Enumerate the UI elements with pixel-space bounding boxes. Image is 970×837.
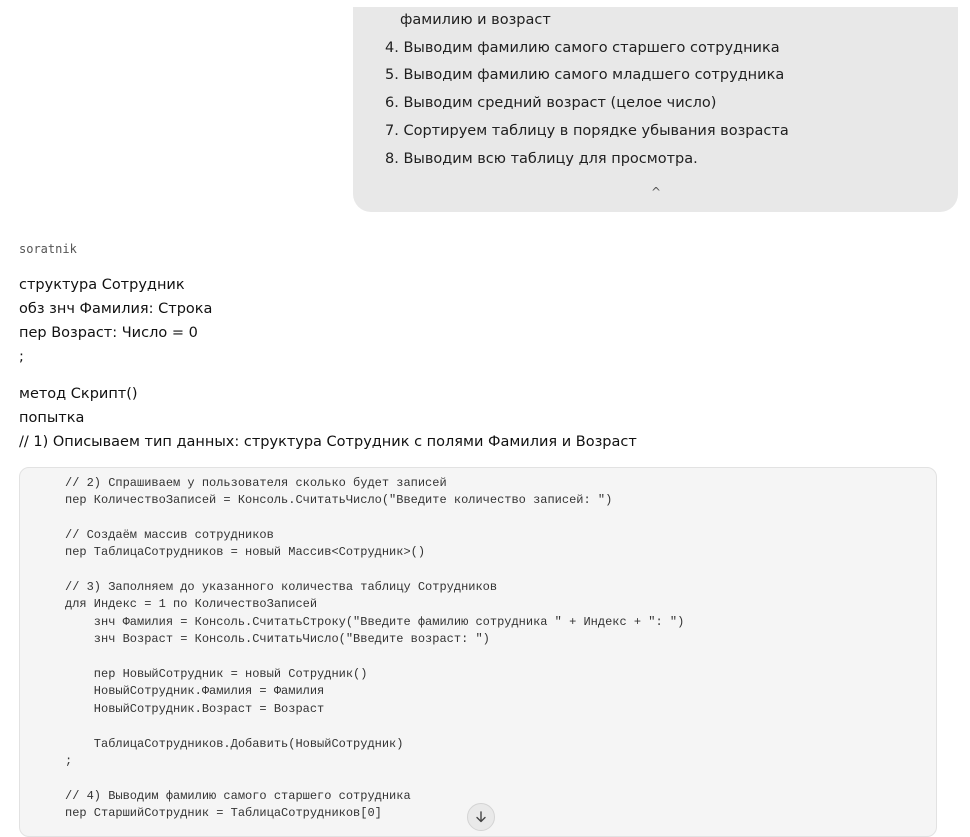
reply-text-line: пер Возраст: Число = 0 — [19, 325, 198, 341]
code-line: ; — [65, 754, 73, 768]
arrow-down-icon — [475, 811, 487, 823]
code-line: пер НовыйСотрудник = новый Сотрудник() — [65, 667, 368, 681]
code-line: // 2) Спрашиваем у пользователя сколько будет записей — [65, 476, 447, 490]
code-line: НовыйСотрудник.Фамилия = Фамилия — [65, 684, 325, 698]
scroll-to-bottom-button[interactable] — [467, 803, 495, 831]
task-line: 7. Сортируем таблицу в порядке убывания возраста — [385, 123, 789, 139]
task-line: фамилию и возраст — [400, 12, 551, 28]
task-line: 6. Выводим средний возраст (целое число) — [385, 95, 717, 111]
code-line: // Создаём массив сотрудников — [65, 528, 274, 542]
code-line: НовыйСотрудник.Возраст = Возраст — [65, 702, 325, 716]
user-message-bubble — [353, 7, 958, 212]
reply-text-line: структура Сотрудник — [19, 277, 185, 293]
task-line: 5. Выводим фамилию самого младшего сотрудника — [385, 67, 785, 83]
code-line: пер ТаблицаСотрудников = новый Массив<Сотрудник>() — [65, 545, 426, 559]
code-line: для Индекс = 1 по КоличествоЗаписей — [65, 597, 318, 611]
code-line: // 3) Заполняем до указанного количества таблицу Сотрудников — [65, 580, 498, 594]
code-line: знч Возраст = Консоль.СчитатьЧисло("Введите возраст: ") — [65, 632, 490, 646]
reply-text-line: ; — [19, 349, 24, 365]
reply-text-line: попытка — [19, 410, 85, 426]
reply-text-line: метод Скрипт() — [19, 386, 138, 402]
reply-author: soratnik — [19, 242, 77, 256]
reply-text-line: // 1) Описываем тип данных: структура Сотрудник с полями Фамилия и Возраст — [19, 434, 637, 450]
code-line: // 4) Выводим фамилию самого старшего сотрудника — [65, 789, 411, 803]
code-line: пер КоличествоЗаписей = Консоль.СчитатьЧисло("Введите количество записей: ") — [65, 493, 613, 507]
chevron-up-icon: ^ — [650, 185, 662, 199]
reply-text-line: обз знч Фамилия: Строка — [19, 301, 213, 317]
task-line: 4. Выводим фамилию самого старшего сотрудника — [385, 40, 780, 56]
code-block[interactable] — [19, 467, 937, 837]
code-line: пер СтаршийСотрудник = ТаблицаСотрудников[0] — [65, 806, 382, 820]
task-line: 8. Выводим всю таблицу для просмотра. — [385, 151, 698, 167]
collapse-message-button[interactable] — [646, 182, 666, 202]
code-line: ТаблицаСотрудников.Добавить(НовыйСотрудник) — [65, 737, 404, 751]
code-line: знч Фамилия = Консоль.СчитатьСтроку("Введите фамилию сотрудника " + Индекс + ": ") — [65, 615, 685, 629]
